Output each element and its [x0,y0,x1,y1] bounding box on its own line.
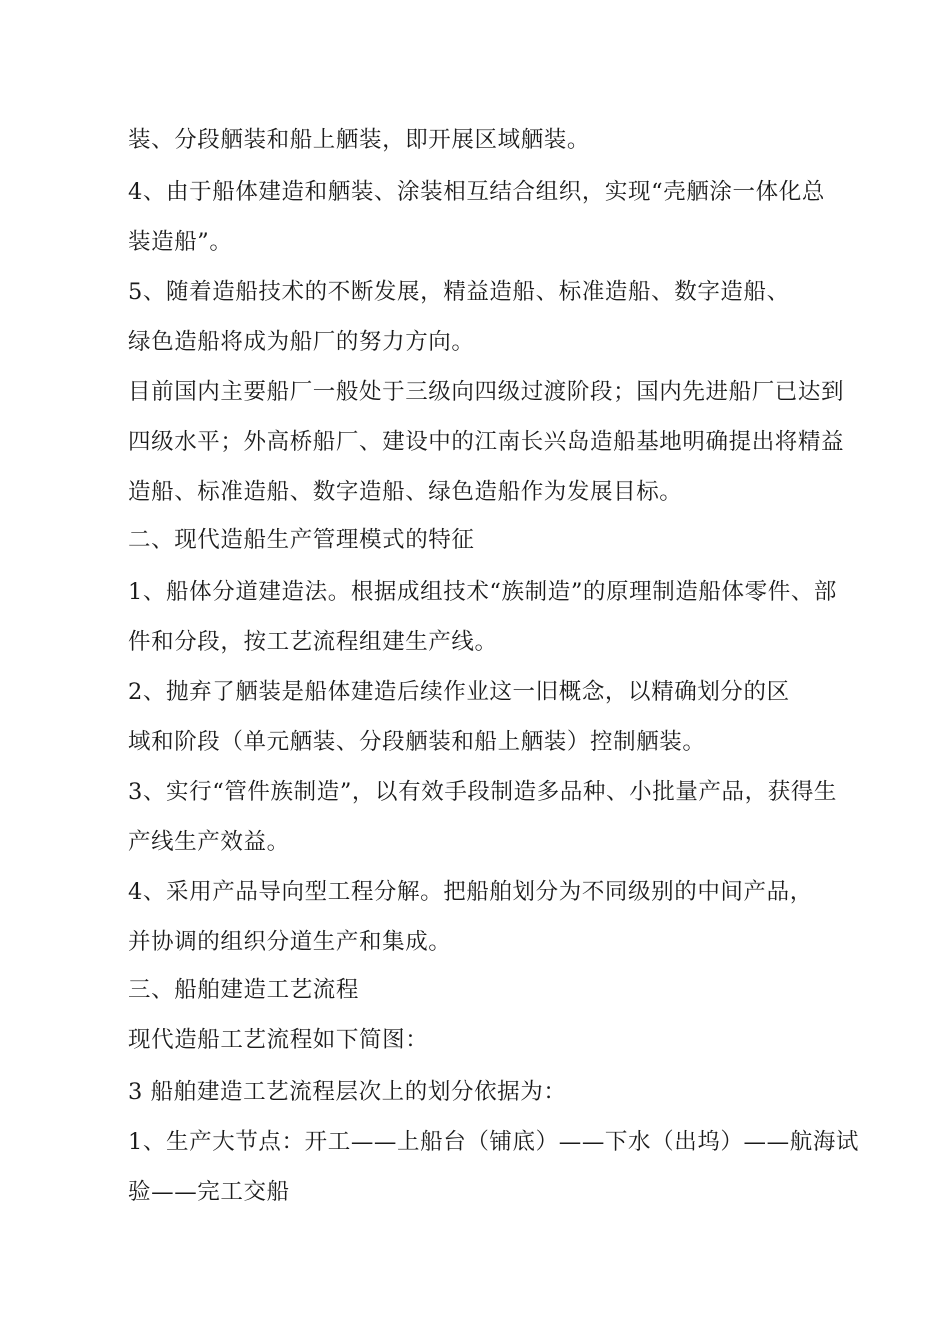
text-line: 造船、标准造船、数字造船、绿色造船作为发展目标。 [128,479,683,505]
text-line: 1、船体分道建造法。根据成组技术“族制造”的原理制造船体零件、部 [128,579,838,605]
text-line: 3 船舶建造工艺流程层次上的划分依据为： [128,1079,567,1105]
text-line: 并协调的组织分道生产和集成。 [128,929,452,955]
text-line: 5、随着造船技术的不断发展，精益造船、标准造船、数字造船、 [128,279,790,305]
text-line: 3、实行“管件族制造”，以有效手段制造多品种、小批量产品，获得生 [128,779,838,805]
text-line: 件和分段，按工艺流程组建生产线。 [128,629,498,655]
text-line: 绿色造船将成为船厂的努力方向。 [128,329,475,355]
text-line: 四级水平；外高桥船厂、建设中的江南长兴岛造船基地明确提出将精益 [128,429,845,455]
text-line: 验——完工交船 [128,1179,290,1205]
text-line: 装、分段舾装和船上舾装，即开展区域舾装。 [128,127,591,153]
text-line: 目前国内主要船厂一般处于三级向四级过渡阶段；国内先进船厂已达到 [128,379,845,405]
text-line: 域和阶段（单元舾装、分段舾装和船上舾装）控制舾装。 [128,729,706,755]
text-line: 2、抛弃了舾装是船体建造后续作业这一旧概念，以精确划分的区 [128,679,790,705]
text-line: 装造船”。 [128,229,233,255]
text-line: 现代造船工艺流程如下简图： [128,1027,429,1053]
section-heading: 三、船舶建造工艺流程 [128,977,360,1003]
text-line: 4、由于船体建造和舾装、涂装相互结合组织，实现“壳舾涂一体化总 [128,179,825,205]
text-line: 4、采用产品导向型工程分解。把船舶划分为不同级别的中间产品， [128,879,813,905]
section-heading: 二、现代造船生产管理模式的特征 [128,527,475,553]
text-line: 1、生产大节点：开工——上船台（铺底）——下水（出坞）——航海试 [128,1129,860,1155]
text-line: 产线生产效益。 [128,829,290,855]
